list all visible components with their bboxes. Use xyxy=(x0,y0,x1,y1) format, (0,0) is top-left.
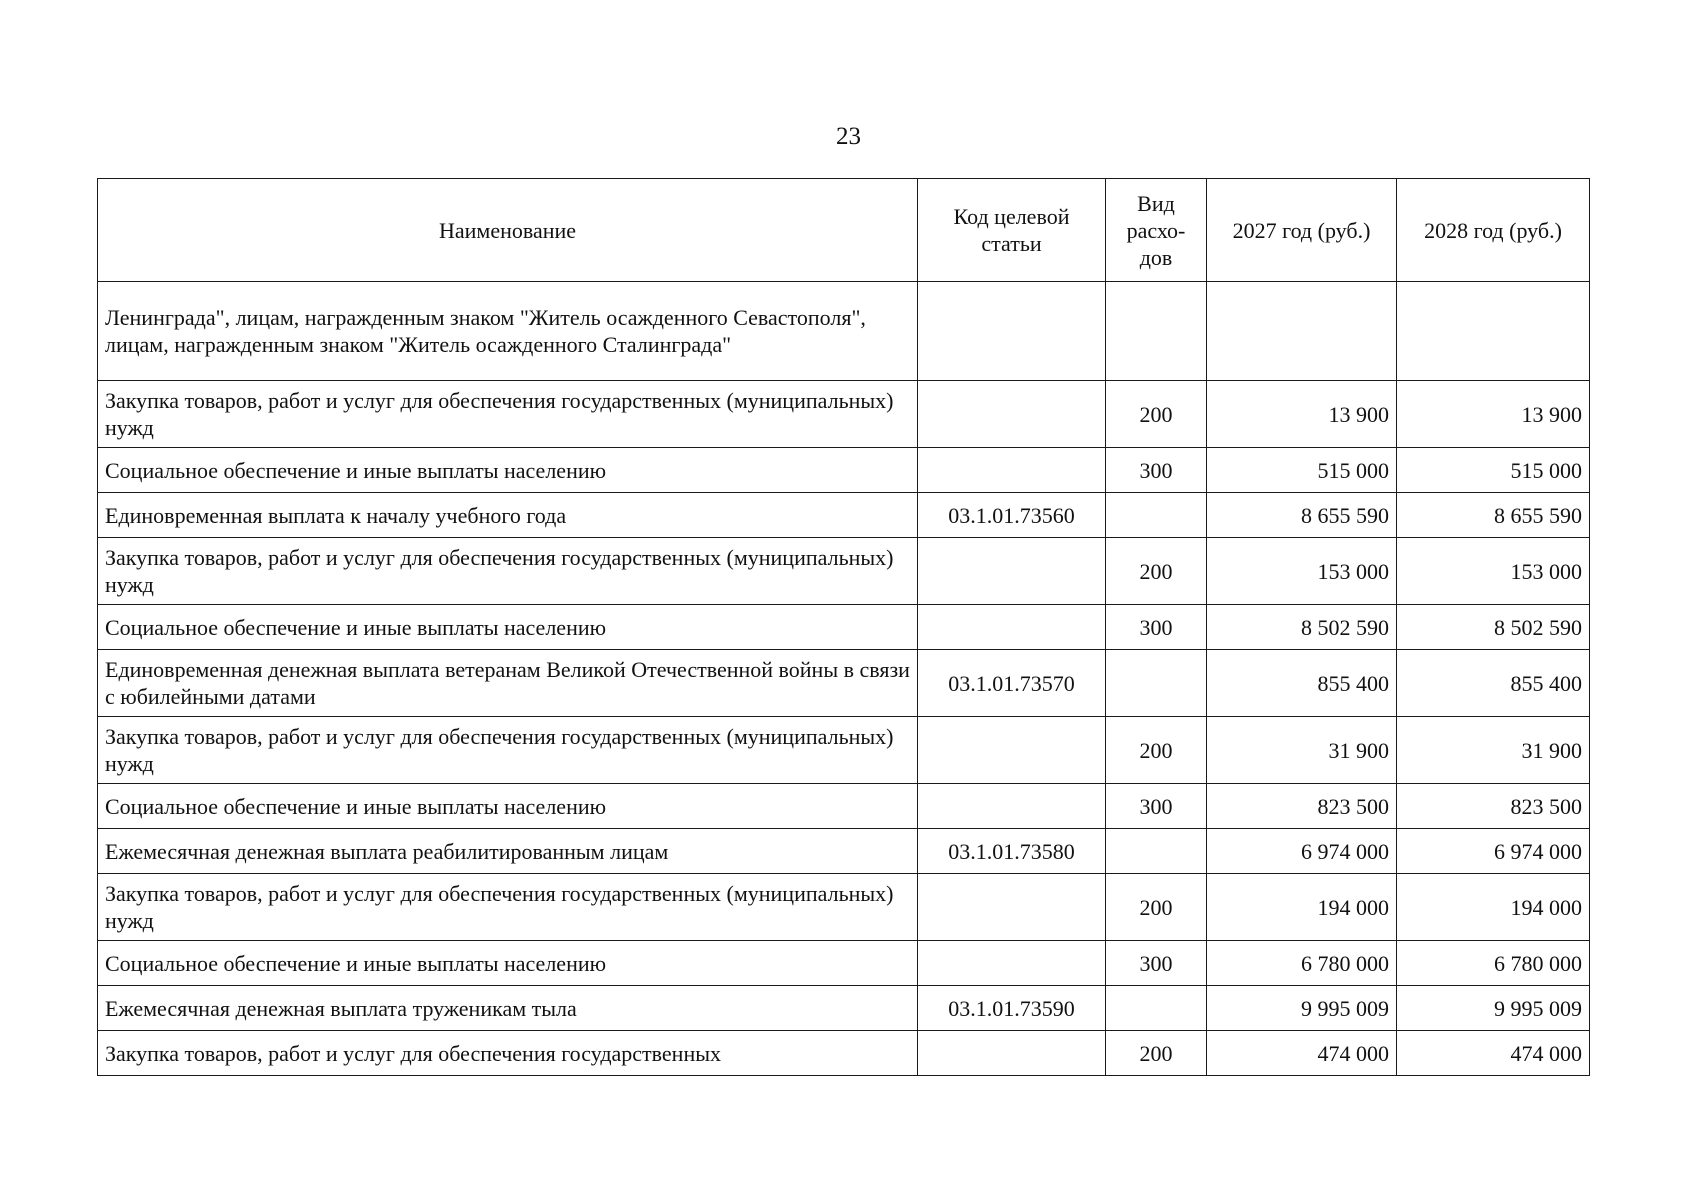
cell-year-2028: 515 000 xyxy=(1397,448,1590,493)
cell-year-2027: 194 000 xyxy=(1207,874,1397,941)
table-row xyxy=(98,650,1590,717)
cell-name: Ежемесячная денежная выплата реабилитированным лицам xyxy=(98,829,918,874)
table-header-row xyxy=(98,179,1590,282)
cell-year-2027: 9 995 009 xyxy=(1207,986,1397,1031)
cell-code xyxy=(918,717,1106,784)
cell-type xyxy=(1106,650,1207,717)
table-row xyxy=(98,986,1590,1031)
cell-name: Социальное обеспечение и иные выплаты населению xyxy=(98,941,918,986)
cell-type: 300 xyxy=(1106,941,1207,986)
cell-code: 03.1.01.73580 xyxy=(918,829,1106,874)
table-row xyxy=(98,605,1590,650)
cell-year-2027: 13 900 xyxy=(1207,381,1397,448)
cell-name: Закупка товаров, работ и услуг для обеспечения государственных (муниципальных) нужд xyxy=(98,538,918,605)
cell-year-2028: 474 000 xyxy=(1397,1031,1590,1076)
cell-type: 300 xyxy=(1106,605,1207,650)
table-row xyxy=(98,1031,1590,1076)
cell-code xyxy=(918,448,1106,493)
cell-year-2028: 855 400 xyxy=(1397,650,1590,717)
table-row xyxy=(98,381,1590,448)
cell-type: 300 xyxy=(1106,448,1207,493)
cell-year-2027: 6 974 000 xyxy=(1207,829,1397,874)
cell-type: 200 xyxy=(1106,381,1207,448)
cell-year-2028: 153 000 xyxy=(1397,538,1590,605)
cell-type: 300 xyxy=(1106,784,1207,829)
cell-year-2028: 823 500 xyxy=(1397,784,1590,829)
table-row xyxy=(98,493,1590,538)
cell-type: 200 xyxy=(1106,538,1207,605)
cell-name: Закупка товаров, работ и услуг для обеспечения государственных (муниципальных) нужд xyxy=(98,381,918,448)
header-year-2028: 2028 год (руб.) xyxy=(1397,179,1590,282)
cell-year-2027: 855 400 xyxy=(1207,650,1397,717)
cell-code xyxy=(918,605,1106,650)
table-row xyxy=(98,874,1590,941)
cell-type xyxy=(1106,282,1207,381)
cell-code: 03.1.01.73560 xyxy=(918,493,1106,538)
table-row xyxy=(98,282,1590,381)
cell-year-2028: 9 995 009 xyxy=(1397,986,1590,1031)
cell-name: Социальное обеспечение и иные выплаты населению xyxy=(98,605,918,650)
cell-type: 200 xyxy=(1106,717,1207,784)
cell-type xyxy=(1106,829,1207,874)
cell-type: 200 xyxy=(1106,874,1207,941)
cell-year-2027: 31 900 xyxy=(1207,717,1397,784)
cell-year-2028 xyxy=(1397,282,1590,381)
cell-name: Ежемесячная денежная выплата труженикам тыла xyxy=(98,986,918,1031)
cell-year-2027: 8 502 590 xyxy=(1207,605,1397,650)
budget-table xyxy=(97,178,1590,1076)
cell-code: 03.1.01.73570 xyxy=(918,650,1106,717)
cell-type: 200 xyxy=(1106,1031,1207,1076)
cell-name: Социальное обеспечение и иные выплаты населению xyxy=(98,784,918,829)
cell-year-2028: 8 502 590 xyxy=(1397,605,1590,650)
table-row xyxy=(98,538,1590,605)
cell-name: Закупка товаров, работ и услуг для обеспечения государственных (муниципальных) нужд xyxy=(98,717,918,784)
cell-name: Социальное обеспечение и иные выплаты населению xyxy=(98,448,918,493)
cell-code xyxy=(918,941,1106,986)
cell-year-2027: 823 500 xyxy=(1207,784,1397,829)
cell-code xyxy=(918,282,1106,381)
cell-year-2027: 515 000 xyxy=(1207,448,1397,493)
cell-year-2027: 8 655 590 xyxy=(1207,493,1397,538)
cell-code xyxy=(918,784,1106,829)
cell-year-2027: 474 000 xyxy=(1207,1031,1397,1076)
cell-year-2028: 8 655 590 xyxy=(1397,493,1590,538)
cell-year-2027: 153 000 xyxy=(1207,538,1397,605)
table-row xyxy=(98,829,1590,874)
cell-year-2028: 6 974 000 xyxy=(1397,829,1590,874)
header-year-2027: 2027 год (руб.) xyxy=(1207,179,1397,282)
cell-name: Ленинграда", лицам, награжденным знаком "Житель осажденного Севастополя", лицам, награжденным знаком "Житель осажденного Сталинграда" xyxy=(98,282,918,381)
cell-code xyxy=(918,538,1106,605)
table-row xyxy=(98,784,1590,829)
cell-name: Единовременная денежная выплата ветеранам Великой Отечественной войны в связи с юбилейными датами xyxy=(98,650,918,717)
cell-code xyxy=(918,874,1106,941)
cell-type xyxy=(1106,986,1207,1031)
header-name: Наименование xyxy=(98,179,918,282)
table-row xyxy=(98,717,1590,784)
cell-year-2028: 194 000 xyxy=(1397,874,1590,941)
cell-name: Закупка товаров, работ и услуг для обеспечения государственных xyxy=(98,1031,918,1076)
cell-year-2027 xyxy=(1207,282,1397,381)
cell-type xyxy=(1106,493,1207,538)
header-code: Код целевой статьи xyxy=(918,179,1106,282)
cell-year-2028: 13 900 xyxy=(1397,381,1590,448)
cell-year-2028: 6 780 000 xyxy=(1397,941,1590,986)
page-number: 23 xyxy=(836,123,861,150)
header-type: Вид расхо-дов xyxy=(1106,179,1207,282)
table-row xyxy=(98,941,1590,986)
cell-name: Единовременная выплата к началу учебного года xyxy=(98,493,918,538)
cell-year-2027: 6 780 000 xyxy=(1207,941,1397,986)
cell-code xyxy=(918,381,1106,448)
cell-code: 03.1.01.73590 xyxy=(918,986,1106,1031)
cell-year-2028: 31 900 xyxy=(1397,717,1590,784)
cell-code xyxy=(918,1031,1106,1076)
table-row xyxy=(98,448,1590,493)
cell-name: Закупка товаров, работ и услуг для обеспечения государственных (муниципальных) нужд xyxy=(98,874,918,941)
